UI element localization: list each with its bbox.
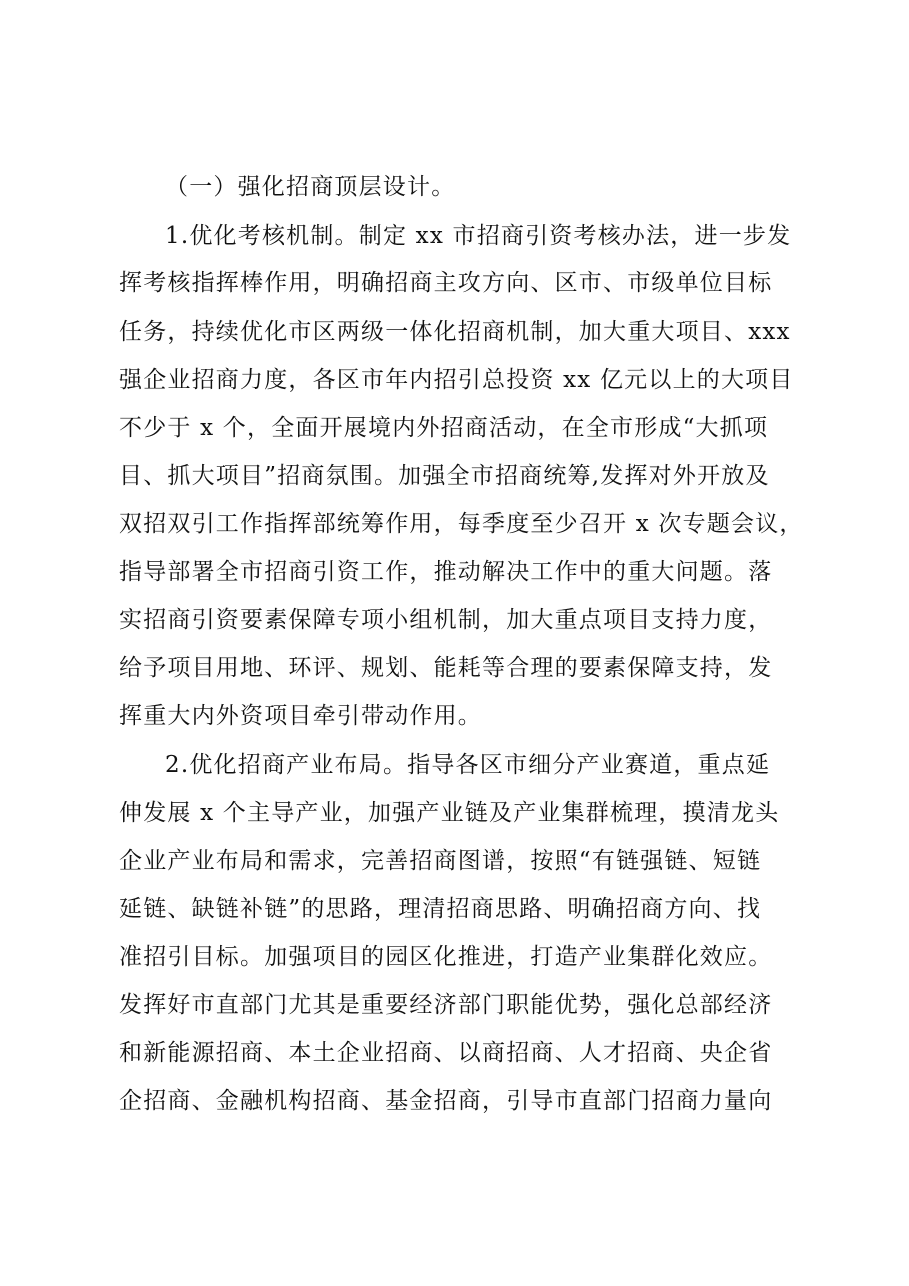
paragraph-line: 给予项目用地、环评、规划、能耗等合理的要素保障支持，发 — [119, 655, 773, 681]
paragraph-line: 挥重大内外资项目牵引带动作用。 — [119, 703, 482, 729]
paragraph-line: 准招引目标。加强项目的园区化推进，打造产业集群化效应。 — [119, 944, 773, 970]
paragraph-line: 双招双引工作指挥部统筹作用，每季度至少召开 x 次专题会议， — [119, 511, 804, 537]
paragraph-line: 1.优化考核机制。制定 xx 市招商引资考核办法，进一步发 — [165, 223, 792, 249]
paragraph-line: 实招商引资要素保障专项小组机制，加大重点项目支持力度， — [119, 607, 773, 633]
paragraph-line: 强企业招商力度，各区市年内招引总投资 xx 亿元以上的大项目 — [119, 367, 794, 393]
paragraph-line: 伸发展 x 个主导产业，加强产业链及产业集群梳理，摸清龙头 — [119, 800, 780, 826]
paragraph-line: 目、抓大项目”招商氛围。加强全市招商统筹,发挥对外开放及 — [119, 463, 770, 489]
paragraph-line: 指导部署全市招商引资工作，推动解决工作中的重大问题。落 — [119, 559, 773, 585]
paragraph-line: 挥考核指挥棒作用，明确招商主攻方向、区市、市级单位目标 — [119, 270, 773, 296]
section-heading: （一）强化招商顶层设计。 — [165, 174, 456, 200]
paragraph-line: 企业产业布局和需求，完善招商图谱，按照“有链强链、短链 — [119, 848, 762, 874]
paragraph-line: 和新能源招商、本土企业招商、以商招商、人才招商、央企省 — [119, 1040, 773, 1066]
paragraph-line: 企招商、金融机构招商、基金招商，引导市直部门招商力量向 — [119, 1088, 773, 1114]
paragraph-line: 2.优化招商产业布局。指导各区市细分产业赛道，重点延 — [165, 752, 771, 778]
paragraph-line: 延链、缺链补链”的思路，理清招商思路、明确招商方向、找 — [119, 896, 762, 922]
paragraph-line: 任务，持续优化市区两级一体化招商机制，加大重大项目、xxx — [119, 319, 791, 345]
paragraph-line: 发挥好市直部门尤其是重要经济部门职能优势，强化总部经济 — [119, 992, 773, 1018]
paragraph-line: 不少于 x 个，全面开展境内外招商活动，在全市形成“大抓项 — [119, 415, 769, 441]
